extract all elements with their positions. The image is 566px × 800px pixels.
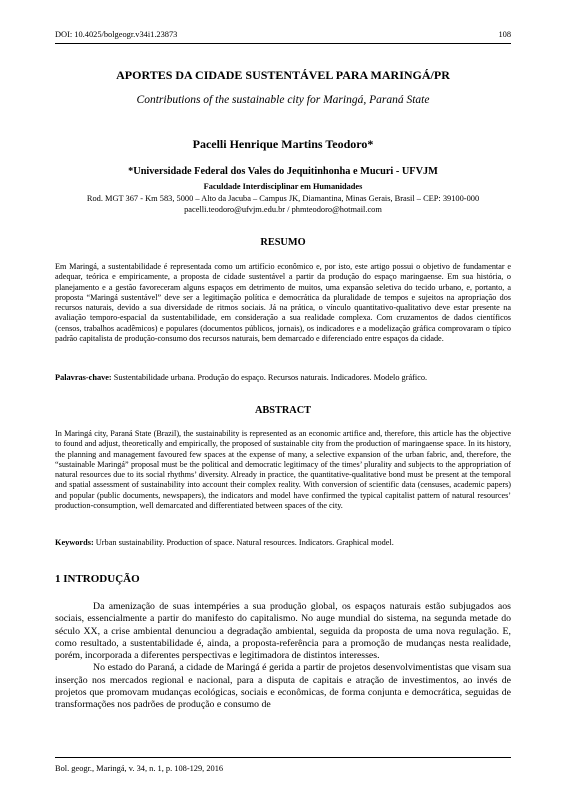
resumo-text: Em Maringá, a sustentabilidade é representada como um artifício econômico e, por isto, este artigo possui o objetivo de fundamentar e adequar, teórica e empiricamente, a proposta de cidade sustentável a partir da produção do espaço maringaense. Em sua história, o planejamento e a gestão favoreceram alguns espaços em detrimento de muitos, uma expansão seletiva do tecido urbano, e, portanto, a proposta “Maringá sustentável” deve ser a legitimação política e democrática da pluralidade de tempos e sujeitos na apropriação dos recursos naturais, devido a sua diversidade de ritmos sociais. Já na prática, o vínculo quantitativo-qualitativo deve estar presente na avaliação temporo-espacial da sustentabilidade, em consideração a sua realidade complexa. Com cruzamentos de dados científicos (censos, trabalhos acadêmicos) e populares (documentos públicos, jornais), os indicadores e a modelização gráfica comprovaram o típico padrão capitalista de produção-consumo dos recursos naturais, bem demarcado e diferenciado entre espaços da cidade. [55, 262, 511, 344]
keywords-label-pt: Palavras-chave: [55, 373, 112, 382]
resumo-keywords [55, 373, 511, 382]
introduction-body [55, 601, 511, 712]
keywords-pt: Sustentabilidade urbana. Produção do espaço. Recursos naturais. Indicadores. Modelo gráfico. [113, 373, 428, 382]
resumo-heading: RESUMO [260, 237, 306, 248]
page-number: 108 [498, 30, 511, 39]
running-header [55, 30, 511, 39]
doi-text[interactable]: DOI: 10.4025/bolgeogr.v34i1.23873 [55, 30, 178, 39]
affiliation-faculty: Faculdade Interdisciplinar em Humanidades [203, 182, 363, 191]
keywords-en: Urban sustainability. Production of space. Natural resources. Indicators. Graphical model. [95, 538, 394, 547]
author-emails[interactable]: pacelli.teodoro@ufvjm.edu.br / phmteodoro@hotmail.com [184, 205, 382, 214]
abstract-text: In Maringá city, Paraná State (Brazil), the sustainability is represented as an economic artifice and, therefore, this article has the objective to found and adjust, theoretically and empirically, the proposed of sustainable city from the production of maringaense space. In its history, the planning and management favoured few spaces at the expense of many, a selective expansion of the urban fabric, and, therefore, the “sustainable Maringá” proposal must be the political and democratic legitimacy of the times’ plurality and subjects to the appropriation of natural resources due to its social rhythms’ diversity. Already in practice, the quantitative-qualitative bond must be present at the temporal and spatial assessment of sustainability into account their complex reality. With conversion of scientific data (censuses, academic papers) and popular (public documents, newspapers), the indicators and model have confirmed the typical capitalist pattern of natural resources’ production-consumption, well demarcated and differentiated between spaces of the city. [55, 429, 511, 511]
introduction-paragraph: Da amenização de suas intempéries a sua produção global, os espaços naturais estão subjugados aos sociais, essencialmente a partir do manifesto do capitalismo. No auge mundial do sistema, na segunda metade do século XX, a crise ambiental denunciou a degradação ambiental, seguida da proposta de uma nova regulação. E, como resultado, a sustentabilidade é, ainda, a proposta-referência para a promoção de mudanças nesta realidade, porém, incorporada a diferentes perspectivas e legitimadora de distintos interesses. [55, 601, 511, 662]
affiliation-university: *Universidade Federal dos Vales do Jequitinhonha e Mucuri - UFVJM [128, 166, 438, 177]
abstract-heading: ABSTRACT [254, 405, 312, 416]
author-name: Pacelli Henrique Martins Teodoro* [192, 137, 374, 151]
keywords-label-en: Keywords: [55, 538, 94, 547]
introduction-paragraph: No estado do Paraná, a cidade de Maringá é gerida a partir de projetos desenvolvimentistas que visam sua inserção nos mercados regional e nacional, para a disputa de capitais e atração de investimentos, ao invés de projetos que promovam mudanças ecológicas, sociais e econômicas, de forma conjunta e democrática, seguidas de transformações nos padrões de produção e consumo de [55, 662, 511, 711]
introduction-heading: 1 INTRODUÇÃO [55, 573, 140, 585]
affiliation-address: Rod. MGT 367 - Km 583, 5000 – Alto da Jacuba – Campus JK, Diamantina, Minas Gerais, Brasil – CEP: 39100-000 [86, 194, 480, 203]
abstract-keywords [55, 538, 511, 547]
header-rule [55, 43, 511, 44]
footer-rule [55, 757, 511, 758]
article-title: APORTES DA CIDADE SUSTENTÁVEL PARA MARINGÁ/PR [116, 68, 450, 82]
citation-footer: Bol. geogr., Maringá, v. 34, n. 1, p. 108-129, 2016 [55, 764, 224, 773]
article-subtitle: Contributions of the sustainable city for Maringá, Paraná State [136, 94, 430, 106]
